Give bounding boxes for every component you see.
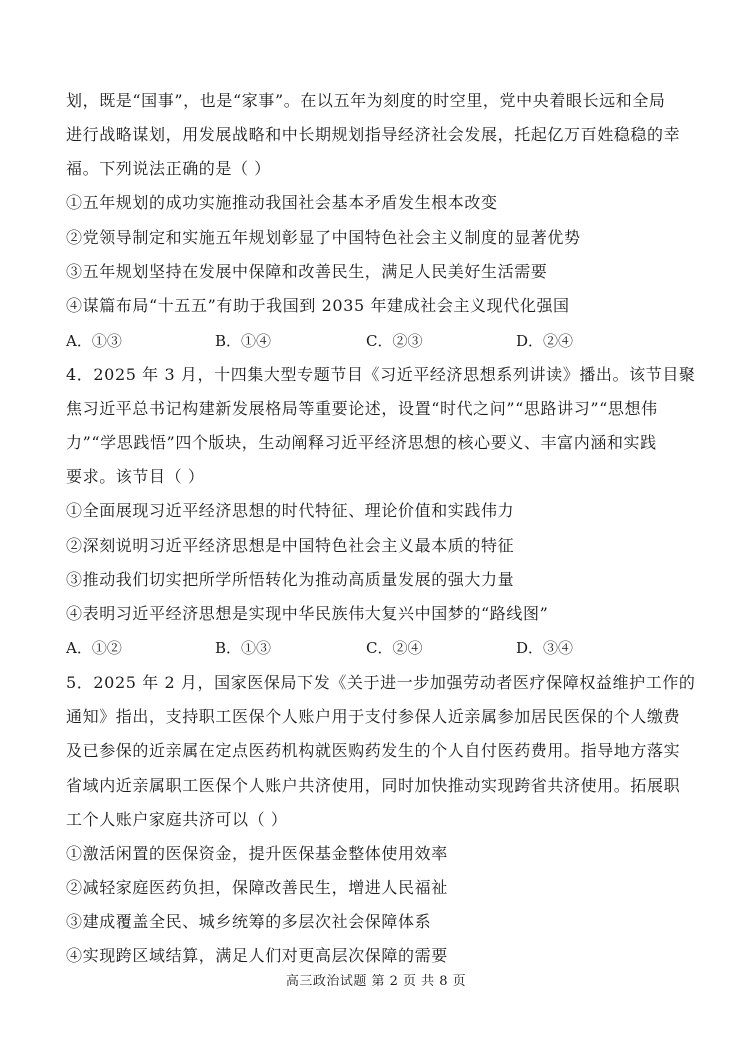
q5-statement-1: ①激活闲置的医保资金，提升医保基金整体使用效率: [66, 844, 448, 863]
q5-stem-line: 5．2025 年 2 月，国家医保局下发《关于进一步加强劳动者医疗保障权益维护工作的: [66, 673, 696, 692]
q3-option-c: C．②③: [366, 332, 423, 350]
q5-stem-line: 及已参保的近亲属在定点医药机构就医购药发生的个人自付医药费用。指导地方落实: [66, 741, 681, 760]
q4-stem-line: 力”“学思践悟”四个版块，生动阐释习近平经济思想的核心要义、丰富内涵和实践: [66, 433, 657, 452]
q3-statement-2: ②党领导制定和实施五年规划彰显了中国特色社会主义制度的显著优势: [66, 228, 581, 247]
q4-statement-4: ④表明习近平经济思想是实现中华民族伟大复兴中国梦的“路线图”: [66, 604, 549, 623]
q4-statement-1: ①全面展现习近平经济思想的时代特征、理论价值和实践伟力: [66, 501, 515, 520]
q3-statement-3: ③五年规划坚持在发展中保障和改善民生，满足人民美好生活需要: [66, 262, 548, 281]
q3-stem-line: 福。下列说法正确的是（ ）: [66, 159, 271, 178]
q5-stem-line: 工个人账户家庭共济可以（ ）: [66, 810, 288, 829]
page-footer: 高三政治试题 第 2 页 共 8 页: [285, 974, 467, 989]
q4-option-d: D．③④: [516, 639, 574, 657]
q3-option-b: B．①④: [215, 332, 272, 350]
q3-statement-1: ①五年规划的成功实施推动我国社会基本矛盾发生根本改变: [66, 193, 498, 212]
q3-option-a: A．①③: [66, 332, 122, 350]
q4-option-a: A．①②: [66, 639, 122, 657]
q3-option-d: D．②④: [516, 332, 574, 350]
q5-stem-line: 省域内近亲属职工医保个人账户共济使用，同时加快推动实现跨省共济使用。拓展职: [66, 776, 681, 795]
q4-statement-3: ③推动我们切实把所学所悟转化为推动高质量发展的强大力量: [66, 570, 515, 589]
q3-stem-line: 划，既是“国事”，也是“家事”。在以五年为刻度的时空里，党中央着眼长远和全局: [66, 91, 666, 110]
q4-stem-line: 4．2025 年 3 月，十四集大型专题节目《习近平经济思想系列讲读》播出。该节目聚: [66, 365, 696, 384]
q5-statement-4: ④实现跨区域结算，满足人们对更高层次保障的需要: [66, 946, 448, 965]
q3-stem-line: 进行战略谋划，用发展战略和中长期规划指导经济社会发展，托起亿万百姓稳稳的幸: [66, 125, 681, 144]
q4-statement-2: ②深刻说明习近平经济思想是中国特色社会主义最本质的特征: [66, 536, 515, 555]
q4-option-c: C．②④: [366, 639, 423, 657]
q4-option-b: B．①③: [215, 639, 272, 657]
q5-stem-line: 通知》指出，支持职工医保个人账户用于支付参保人近亲属参加居民医保的个人缴费: [66, 707, 681, 726]
q5-statement-2: ②减轻家庭医药负担，保障改善民生，增进人民福祉: [66, 878, 448, 897]
q4-stem-line: 焦习近平总书记构建新发展格局等重要论述，设置“时代之问”“思路讲习”“思想伟: [66, 399, 658, 418]
q4-stem-line: 要求。该节目（ ）: [66, 467, 205, 486]
q5-statement-3: ③建成覆盖全民、城乡统筹的多层次社会保障体系: [66, 912, 432, 931]
q3-statement-4: ④谋篇布局“十五五”有助于我国到 2035 年建成社会主义现代化强国: [66, 296, 570, 315]
